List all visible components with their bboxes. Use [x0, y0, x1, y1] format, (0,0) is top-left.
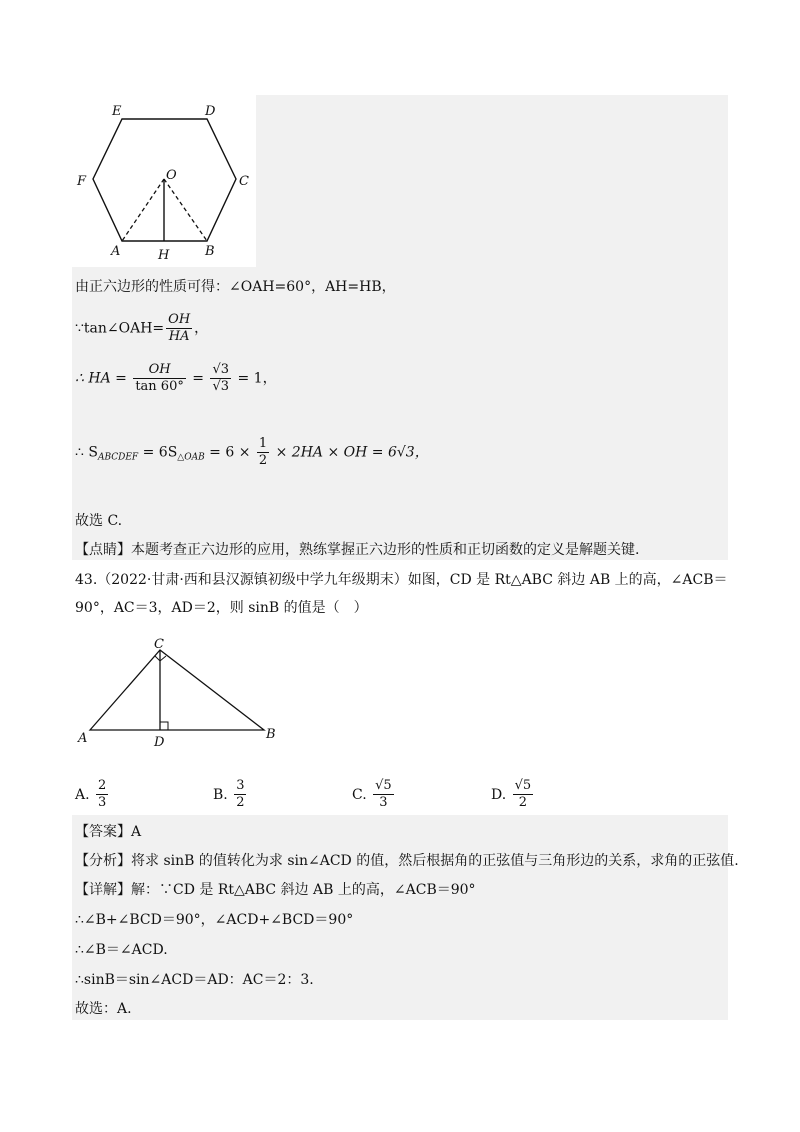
ha-prefix: ∴ HA =	[75, 370, 127, 387]
question-43-text: 43.（2022·甘肃·西和县汉源镇初级中学九年级期末）如图，CD 是 Rt△ABC 斜边 AB 上的高，∠ACB＝90°，AC＝3，AD＝2，则 sinB 的值是（ ）	[75, 572, 728, 616]
label-A: A	[111, 244, 121, 259]
label-E: E	[112, 104, 122, 119]
right-triangle-figure	[72, 634, 292, 754]
label-C: C	[239, 174, 249, 189]
oh-over-tan-fraction: $\frac{OH}{\tan 60^\circ}$	[135, 362, 184, 394]
sqrt-fraction: $\frac{√3}{√3}$	[212, 362, 230, 394]
detail-line-3: ∴∠B＝∠ACD.	[75, 942, 168, 958]
option-c[interactable]: C. $\frac{√5}{3}$	[352, 778, 392, 810]
detail-choice: 故选：A.	[75, 1001, 132, 1017]
label-D: D	[205, 104, 216, 119]
triangle-abc	[90, 650, 264, 730]
label-B: B	[205, 244, 215, 259]
tan-fraction: $\frac{OH}{HA}$	[168, 312, 191, 344]
option-b[interactable]: B. $\frac{3}{2}$	[213, 778, 245, 810]
label-O: O	[166, 168, 177, 183]
label-F: F	[77, 174, 87, 189]
solution-comment: 【点睛】本题考查正六边形的应用，熟练掌握正六边形的性质和正切函数的定义是解题关键.	[75, 542, 640, 558]
analysis-line: 【分析】将求 sinB 的值转化为求 sin∠ACD 的值，然后根据角的正弦值与三角形边的关系，求角的正弦值.	[75, 853, 739, 869]
answer-line: 【答案】A	[75, 824, 142, 840]
label-H: H	[158, 248, 170, 263]
label-D: D	[154, 735, 165, 750]
solution-line-2: ∵tan∠OAH= $\frac{OH}{HA}$ ，	[75, 312, 209, 344]
hexagon-figure	[72, 95, 256, 267]
label-C: C	[154, 637, 164, 652]
solution-line-4: ∴ $S_{ABCDEF} = 6S_{\triangle OAB} = 6$ × $\frac{1}{2}$ × 2HA × OH = 6√3，	[75, 436, 429, 468]
solution-choice: 故选 C.	[75, 513, 123, 529]
detail-line-1: 【详解】解：∵CD 是 Rt△ABC 斜边 AB 上的高，∠ACB＝90°	[75, 882, 476, 898]
label-B: B	[266, 727, 276, 742]
label-A: A	[78, 731, 88, 746]
detail-line-2: ∴∠B+∠BCD＝90°，∠ACD+∠BCD＝90°	[75, 912, 354, 928]
half-fraction: $\frac{1}{2}$	[258, 436, 268, 468]
tan-prefix: ∵tan∠OAH=	[75, 320, 165, 337]
option-a[interactable]: A. $\frac{2}{3}$	[75, 778, 107, 810]
detail-line-4: ∴sinB＝sin∠ACD＝AD：AC＝2：3.	[75, 972, 314, 988]
right-angle-mark-d	[160, 722, 168, 730]
option-d[interactable]: D. $\frac{√5}{2}$	[491, 778, 532, 810]
solution-line-1: 由正六边形的性质可得：∠OAH=60°，AH=HB，	[75, 279, 396, 295]
solution-line-3: ∴ HA = $\frac{OH}{\tan 60^\circ}$ = $\frac{√3}{√3}$ = 1，	[75, 362, 277, 394]
